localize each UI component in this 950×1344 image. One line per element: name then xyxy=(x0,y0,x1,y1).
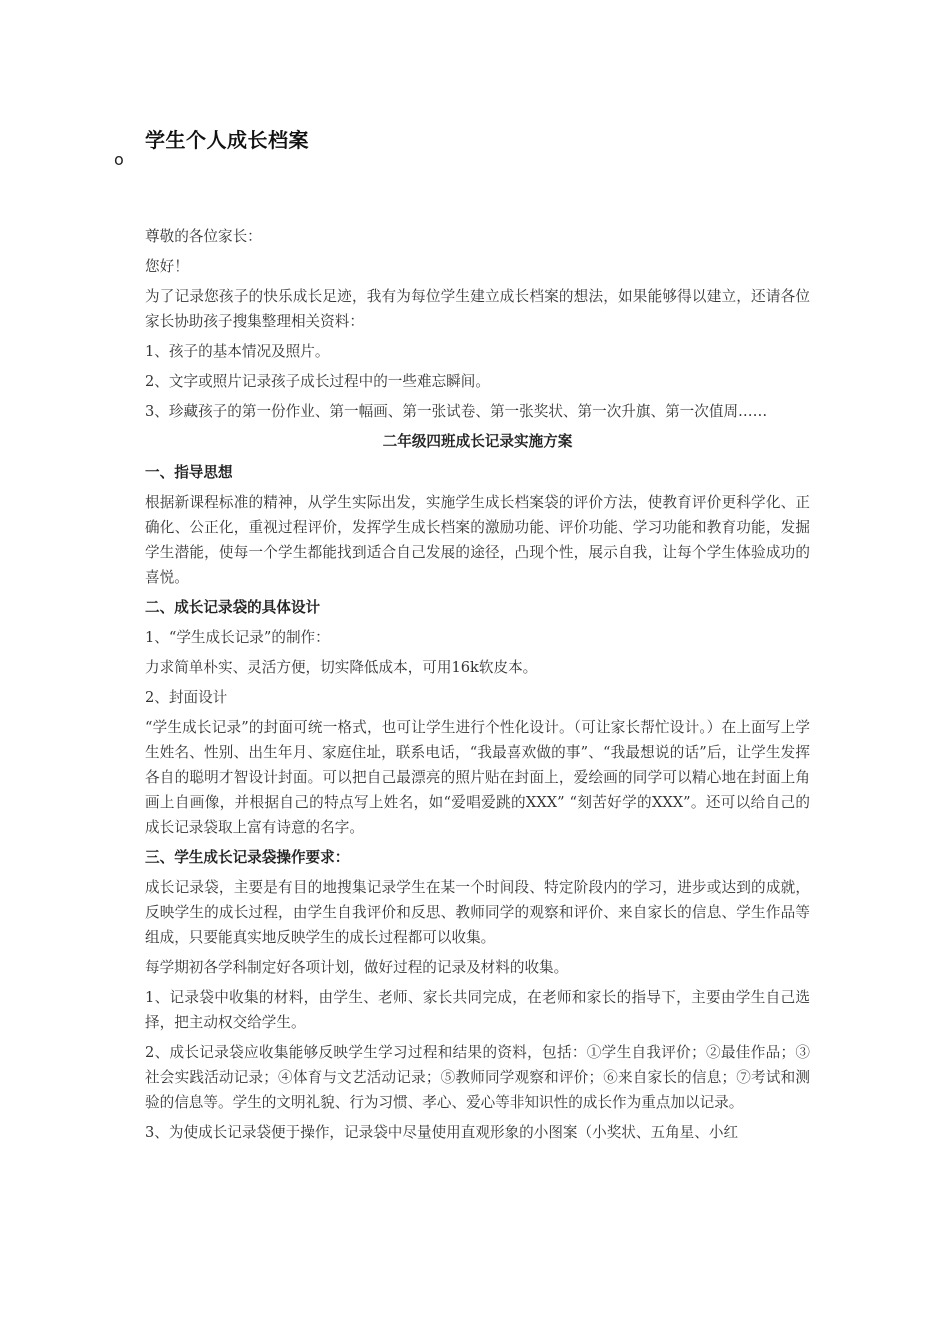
section2-item-2: 2、封面设计 xyxy=(145,689,228,706)
letter-intro: 为了记录您孩子的快乐成长足迹，我有为每位学生建立成长档案的想法，如果能够得以建立，还请各位家长协助孩子搜集整理相关资料： xyxy=(145,288,810,330)
salutation: 尊敬的各位家长： xyxy=(145,228,262,245)
greeting: 您好！ xyxy=(145,258,189,275)
letter-item-3: 3、珍藏孩子的第一份作业、第一幅画、第一张试卷、第一张奖状、第一次升旗、第一次值周…… xyxy=(145,403,768,420)
section3-item-2: 2、成长记录袋应收集能够反映学生学习过程和结果的资料，包括：①学生自我评价；②最佳作品；③社会实践活动记录；④体育与文艺活动记录；⑤教师同学观察和评价；⑥来自家长的信息；⑦考试和测验的信息等。学生的文明礼貌、行为习惯、孝心、爱心等非知识性的成长作为重点加以记录。 xyxy=(145,1044,810,1111)
document-body xyxy=(145,224,810,1150)
bullet-marker: o xyxy=(114,150,124,169)
letter-item-2: 2、文字或照片记录孩子成长过程中的一些难忘瞬间。 xyxy=(145,373,490,390)
section1-paragraph: 根据新课程标准的精神，从学生实际出发，实施学生成长档案袋的评价方法，使教育评价更科学化、正确化、公正化，重视过程评价，发挥学生成长档案的激励功能、评价功能、学习功能和教育功能，发掘学生潜能，使每一个学生都能找到适合自己发展的途径，凸现个性，展示自我，让每个学生体验成功的喜悦。 xyxy=(145,494,810,586)
section2-item-2-text: “学生成长记录”的封面可统一格式，也可让学生进行个性化设计。（可让家长帮忙设计。）在上面写上学生姓名、性别、出生年月、家庭住址，联系电话，“我最喜欢做的事”、“我最想说的话”后，让学生发挥各自的聪明才智设计封面。可以把自己最漂亮的照片贴在封面上，爱绘画的同学可以精心地在封面上角画上自画像，并根据自己的特点写上姓名，如“爱唱爱跳的XXX” “刻苦好学的XXX”。还可以给自己的成长记录袋取上富有诗意的名字。 xyxy=(145,719,810,836)
section-heading-1: 一、指导思想 xyxy=(145,464,233,481)
plan-title: 二年级四班成长记录实施方案 xyxy=(382,433,573,450)
section3-item-3: 3、为使成长记录袋便于操作，记录袋中尽量使用直观形象的小图案（小奖状、五角星、小红 xyxy=(145,1124,739,1141)
letter-item-1: 1、孩子的基本情况及照片。 xyxy=(145,343,330,360)
document-title: 学生个人成长档案 xyxy=(145,128,309,152)
section3-paragraph-1: 成长记录袋，主要是有目的地搜集记录学生在某一个时间段、特定阶段内的学习，进步或达到的成就，反映学生的成长过程，由学生自我评价和反思、教师同学的观察和评价、来自家长的信息、学生作品等组成，只要能真实地反映学生的成长过程都可以收集。 xyxy=(145,879,810,946)
section-heading-3: 三、学生成长记录袋操作要求： xyxy=(145,849,350,866)
section3-paragraph-2: 每学期初各学科制定好各项计划，做好过程的记录及材料的收集。 xyxy=(145,959,569,976)
section2-item-1-text: 力求简单朴实、灵活方便，切实降低成本，可用16k软皮本。 xyxy=(145,659,538,676)
section3-item-1: 1、记录袋中收集的材料，由学生、老师、家长共同完成，在老师和家长的指导下，主要由学生自己选择，把主动权交给学生。 xyxy=(145,989,810,1031)
section2-item-1: 1、“学生成长记录”的制作： xyxy=(145,629,330,646)
section-heading-2: 二、成长记录袋的具体设计 xyxy=(145,599,321,616)
